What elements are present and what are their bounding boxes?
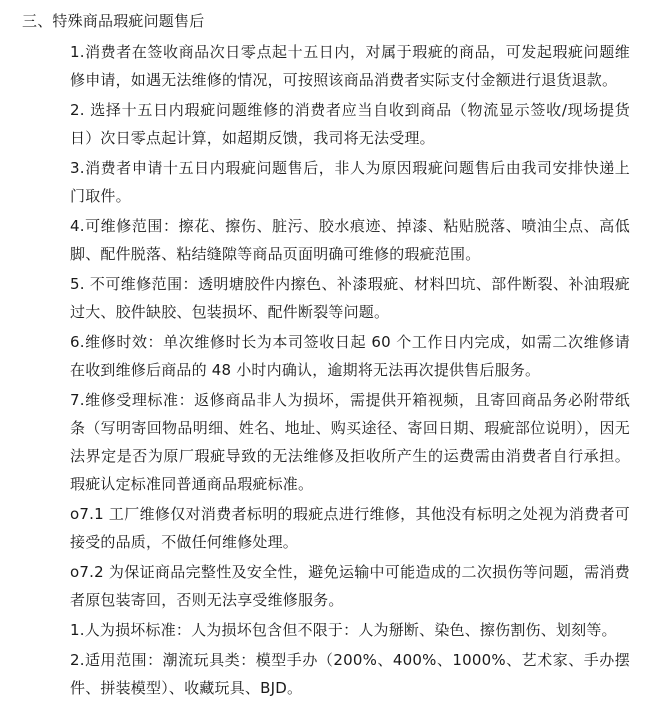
scope-item: 2.适用范围：潮流玩具类：模型手办（200%、400%、1000%、艺术家、手办摆件、拼装模型）、收藏玩具、BJD。 [70,651,630,697]
policy-item-5: 5. 不可维修范围：透明塘胶件内擦色、补漆瑕疵、材料凹坑、部件断裂、补油瑕疵过大、胶件缺胶、包装损坏、配件断裂等问题。 [70,275,630,321]
policy-item-4: 4.可维修范围：擦花、擦伤、脏污、胶水痕迹、掉漆、粘贴脱落、喷油尘点、高低脚、配件脱落、粘结缝隙等商品页面明确可维修的瑕疵范围。 [70,217,630,263]
policy-list [70,38,630,702]
section-heading: 三、特殊商品瑕疵问题售后 [22,12,205,30]
policy-item-7-2: o7.2 为保证商品完整性及安全性，避免运输中可能造成的二次损伤等问题，需消费者原包装寄回，否则无法享受维修服务。 [70,563,630,609]
policy-item-7: 7.维修受理标准：返修商品非人为损坏，需提供开箱视频，且寄回商品务必附带纸条（写明寄回物品明细、姓名、地址、购买途径、寄回日期、瑕疵部位说明），因无法界定是否为原厂瑕疵导致的无法维修及拒收所产生的运费需由消费者自行承担。瑕疵认定标准同普通商品瑕疵标准。 [70,391,630,493]
policy-item-1: 1.消费者在签收商品次日零点起十五日内，对属于瑕疵的商品，可发起瑕疵问题维修申请，如遇无法维修的情况，可按照该商品消费者实际支付金额进行退货退款。 [70,43,630,89]
policy-item-7-1: o7.1 工厂维修仅对消费者标明的瑕疵点进行维修，其他没有标明之处视为消费者可接受的品质，不做任何维修处理。 [70,505,630,551]
damage-standard-item: 1.人为损坏标准：人为损坏包含但不限于：人为掰断、染色、擦伤割伤、划刻等。 [70,621,617,639]
policy-item-3: 3.消费者申请十五日内瑕疵问题售后，非人为原因瑕疵问题售后由我司安排快递上门取件。 [70,159,630,205]
policy-item-2: 2. 选择十五日内瑕疵问题维修的消费者应当自收到商品（物流显示签收/现场提货日）次日零点起计算，如超期反馈，我司将无法受理。 [70,101,630,147]
policy-item-6: 6.维修时效：单次维修时长为本司签收日起 60 个工作日内完成，如需二次维修请在收到维修后商品的 48 小时内确认，逾期将无法再次提供售后服务。 [70,333,630,379]
